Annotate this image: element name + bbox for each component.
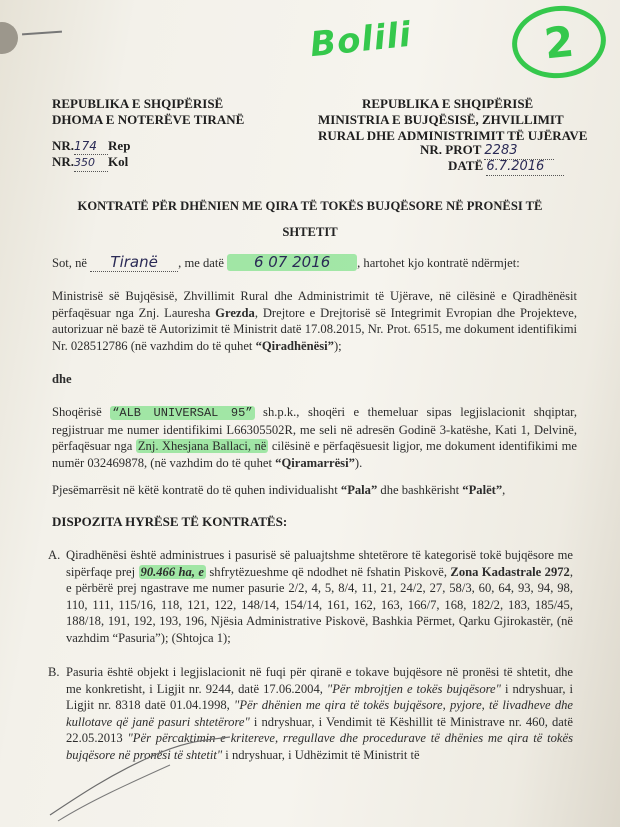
pencil-scribble (40, 735, 240, 825)
nr-rep-value: 174 (74, 138, 108, 155)
item-b-text-a: Pasuria është objekt i legjislacionit në fuqi për qiranë e tokave bujqësore në pronësi të shtetit, dhe me konkretisht, i Ligjit nr. 9244, datë 17.06.2004, (66, 665, 573, 696)
parties-palet: “Palët” (462, 483, 503, 497)
nr-kol-label: NR. (52, 154, 75, 169)
title-line-1: KONTRATË PËR DHËNIEN ME QIRA TË TOKËS BUJQËSORE NË PRONËSI TË (77, 199, 543, 213)
left-header-republic: REPUBLIKA E SHQIPËRISË (52, 96, 224, 111)
party-one-text-a: Ministrisë së Bujqësisë, Zhvillimit Rural dhe Administrimit të Ujërave, në cilësinë e Qiradhënësit përfaqësuar nga Znj. Lauresha (52, 289, 577, 320)
date-value: 6.7.2016 (486, 159, 564, 176)
green-handwritten-stamp-text: Bolili (308, 14, 414, 66)
nr-rep-label: NR. (52, 138, 75, 153)
intro-post: , hartohet kjo kontratë ndërmjet: (357, 256, 520, 270)
party-one-paragraph (52, 288, 577, 354)
item-a-text-a: Qiradhënësi është administrues i pasurisë së paluajtshme shtetërore të kategorisë tokë bujqësore me sipërfaqe prej (66, 548, 573, 579)
parties-definition (52, 482, 577, 499)
parties-pala: “Pala” (340, 483, 378, 497)
party-one-name: Grezda (215, 305, 255, 320)
item-a-text-b: shfrytëzueshme që ndodhet në fshatin Piskovë, (205, 564, 451, 579)
item-a (48, 547, 573, 646)
item-b-text-b: i ndryshuar, i Ligjit nr. 8318 datë 01.04.1998, (66, 681, 574, 712)
parties-end: , (502, 483, 506, 497)
parties-mid: dhe bashkërisht (377, 483, 463, 497)
item-b-quote-2: "Për dhënien me qira të tokës bujqësore, pyjore, të livadheve dhe kullotave që janë pasuri shtetërore" (66, 698, 574, 729)
intro-mid: , me datë (178, 256, 224, 270)
and-word: dhe (52, 372, 72, 386)
prot-label: NR. PROT (420, 142, 482, 157)
item-b-text-d: i ndryshuar, i Udhëzimit të Ministrit të (222, 747, 420, 762)
document-title (40, 193, 580, 245)
left-nr-kol (52, 154, 128, 172)
intro-line (52, 254, 582, 272)
party-two-text-a: sh.p.k., shoqëri e themeluar sipas legjislacionit shqiptar, regjistruar me numer identifikimi L66305502R, me seli në adresën Godinë 3-katëshe, Kati 1, Delvinë, përfaqësuar nga (52, 405, 577, 453)
title-line-2: SHTETIT (282, 225, 338, 239)
party-two-paragraph (52, 404, 577, 471)
party-one-role: “Qiradhënësi” (255, 338, 334, 353)
item-a-zone: Zona Kadastrale 2972 (450, 564, 570, 579)
party-one-text-b: , Drejtore e Drejtorisë së Integrimit Evropian dhe Projekteve, autorizuar në bazë të Autorizimit të Ministrit datë 17.08.2015, Nr. Prot. 6515, me dokument identifikimi Nr. 028512786 (në vazhdim do të quhet (52, 305, 577, 353)
intro-place: Tiranë (90, 254, 178, 272)
item-b-letter: B. (48, 665, 60, 679)
punch-hole (0, 22, 18, 54)
item-b-text-c: i ndryshuar, i Vendimit të Këshillit të Ministrave nr. 460, datë 22.05.2013 (66, 714, 573, 745)
intro-pre: Sot, në (52, 256, 87, 270)
circled-number-text: 2 (541, 16, 577, 68)
item-a-letter: A. (48, 548, 61, 562)
item-a-text-c: , e përbërë prej ngastrave me numer pasurie 2/2, 4, 5, 8/4, 11, 21, 24/2, 27, 58/3, 60, 64, 93, 94, 98, 110, 111, 115/16, 118, 121, 122, 148/14, 154/14, 161, 162, 163, 166/7, 168, 182/2, 183, 185/45, 188/18, 191, 192, 193, 196, Njësia Administrative Piskovë, Bashkia Përmet, Qarku Gjirokastër, (në vazhdim “Pasuria”); (Shtojca 1); (66, 564, 574, 645)
green-circled-number (508, 1, 609, 82)
intro-date: 6 07 2016 (227, 254, 357, 271)
item-b-quote-1: "Për mbrojtjen e tokës bujqësore" (326, 681, 501, 696)
pencil-mark (22, 31, 62, 36)
left-header-chamber: DHOMA E NOTERËVE TIRANË (52, 112, 245, 127)
nr-kol-value: 350 (74, 155, 108, 172)
party-two-end: ). (354, 455, 363, 470)
date-label: DATË (448, 158, 484, 173)
kol-suffix: Kol (108, 154, 129, 169)
item-a-area: 90.466 ha, e (140, 564, 204, 579)
party-two-text-b: cilësinë e përfaqësuesit ligjor, me dokument identifikimi me numër 032469878, (në vazhdim do të quhet (52, 439, 577, 470)
left-nr-rep (52, 138, 130, 155)
party-two-company: “ALB UNIVERSAL 95” (112, 406, 253, 420)
prot-value: 2283 (484, 143, 554, 160)
right-header-rural: RURAL DHE ADMINISTRIMIT TË UJËRAVE (318, 128, 588, 143)
right-header-ministry: MINISTRIA E BUJQËSISË, ZHVILLIMIT (318, 112, 564, 127)
party-two-role: “Qiramarrësi” (275, 455, 355, 470)
party-one-end: ); (333, 338, 342, 353)
parties-pre: Pjesëmarrësit në këtë kontratë do të quhen individualisht (52, 483, 341, 497)
right-date (448, 158, 564, 176)
section-title: DISPOZITA HYRËSE TË KONTRATËS: (52, 514, 288, 529)
party-two-pre: Shoqërisë (52, 405, 111, 419)
right-header-republic: REPUBLIKA E SHQIPËRISË (362, 96, 534, 111)
rep-suffix: Rep (108, 138, 131, 153)
party-two-representative: Znj. Xhesjana Ballaci, në (137, 439, 267, 453)
item-b-quote-3: "Për përcaktimin e kritereve, rregullave dhe procedurave të dhënies me qira të tokës bujqësore në pronësi të shtetit" (66, 731, 574, 762)
